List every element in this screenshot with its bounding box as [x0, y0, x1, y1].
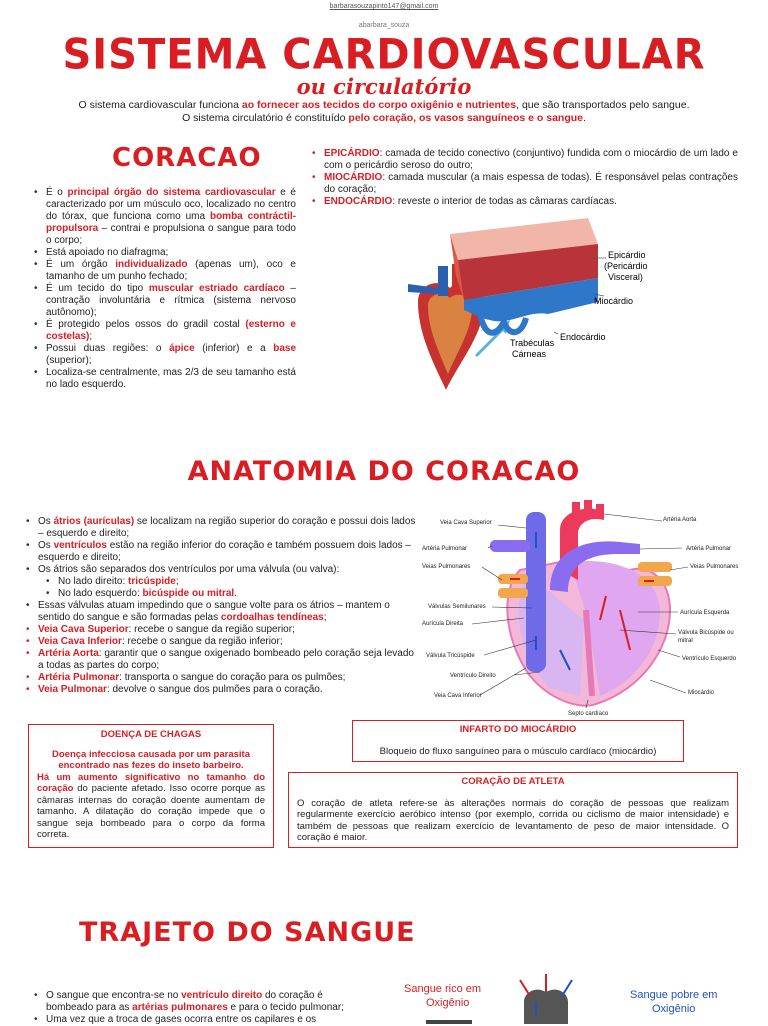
- list-item: • MIOCÁRDIO: camada muscular (a mais espessa de todas). É responsável pelas contrações do coração;: [310, 172, 738, 196]
- list-item: • O sangue que encontra-se no ventrículo direito do coração é bombeado para as artérias pulmonares e para o tecido pulmonar;: [32, 990, 364, 1014]
- label-veias-pulmonares-left: Veias Pulmonares: [422, 564, 471, 570]
- label-sangue-pobre-2: Oxigênio: [652, 1003, 696, 1015]
- label-veia-cava-superior: Veia Cava Superior: [440, 520, 492, 526]
- label-septo: Septo cardíaco: [568, 711, 609, 717]
- list-item: • É um órgão individualizado (apenas um), oco e tamanho de um punho fechado;: [32, 259, 296, 283]
- label-endocardio: Endocárdio: [560, 332, 606, 342]
- label-epicardio: Epicárdio: [608, 250, 646, 260]
- label-sangue-rico-2: Oxigênio: [426, 997, 470, 1009]
- atleta-title: CORAÇÃO DE ATLETA: [461, 776, 565, 787]
- list-item: • Artéria Aorta: garantir que o sangue oxigenado bombeado pelo coração seja levado a todas as partes do corpo;: [24, 648, 416, 672]
- atleta-box: [288, 772, 738, 848]
- list-item: • Os átrios (aurículas) se localizam na região superior do coração e possui dois lados – esquerdo e direito;: [24, 516, 416, 540]
- label-veias-pulmonares-right: Veias Pulmonares: [690, 564, 739, 570]
- list-item: • Possui duas regiões: o ápice (inferior) e a base (superior);: [32, 343, 296, 367]
- list-item: • É o principal órgão do sistema cardiovascular e é caracterizado por um músculo oco, localizado no centro do tórax, que funciona como uma bomba contráctil-propulsora – contrai e propulsiona o sangue para todo o corpo;: [32, 187, 296, 247]
- list-item: • Localiza-se centralmente, mas 2/3 de seu tamanho está no lado esquerdo.: [32, 367, 296, 391]
- chagas-title: DOENÇA DE CHAGAS: [100, 729, 202, 740]
- heart-wall-figure: [398, 214, 670, 402]
- author-username: abarbara_souza: [358, 22, 410, 29]
- page-title: SISTEMA CARDIOVASCULAR: [62, 30, 706, 80]
- author-email[interactable]: barbarasouzapinto147@gmail.com: [329, 3, 439, 10]
- list-item: • Está apoiado no diafragma;: [32, 247, 296, 259]
- list-item: • Veia Pulmonar: devolve o sangue dos pulmões para o coração.: [24, 684, 416, 696]
- heart-flow-icon: [520, 974, 572, 1024]
- label-miocardio: Miocárdio: [688, 690, 715, 696]
- intro-paragraph: O sistema cardiovascular funciona ao fornecer aos tecidos do corpo oxigênio e nutrientes, que são transportados pelo sangue. O sistema circulatório é constituído pelo coração, os vasos sanguíneos e o sangue.: [78, 99, 690, 124]
- label-sangue-pobre-1: Sangue pobre em: [630, 989, 718, 1001]
- label-epicardio-3: Visceral): [608, 272, 643, 282]
- list-item: • ENDOCÁRDIO: reveste o interior de todas as câmaras cardíacas.: [310, 196, 738, 208]
- label-carneas: Cárneas: [512, 349, 547, 359]
- heart-anatomy-diagram: [420, 500, 750, 718]
- label-ventriculo-esquerdo: Ventrículo Esquerdo: [682, 656, 737, 662]
- list-item: • Veia Cava Inferior: recebe o sangue da região inferior;: [24, 636, 416, 648]
- infarto-text: Bloqueio do fluxo sanguíneo para o músculo cardíaco (miocárdio): [379, 745, 657, 757]
- label-arteria-pulmonar-right: Artéria Pulmonar: [686, 546, 732, 552]
- list-item: • É protegido pelos ossos do gradil costal (esterno e costelas);: [32, 319, 296, 343]
- infarto-title: INFARTO DO MIOCÁRDIO: [459, 724, 577, 735]
- section-heading-coracao: CORACAO: [112, 143, 262, 173]
- trajeto-list: [32, 990, 364, 1026]
- label-valvula-tricuspide: Válvula Tricúspide: [426, 653, 475, 659]
- list-item: • Essas válvulas atuam impedindo que o sangue volte para os átrios – mantem o sentido do sangue e são formadas pelas cordoalhas tendíneas;: [24, 600, 416, 624]
- list-item: • É um tecido do tipo muscular estriado cardíaco – contração involuntária e rítmica (sistema nervoso autônomo);: [32, 283, 296, 319]
- label-sangue-rico-1: Sangue rico em: [404, 983, 482, 995]
- list-item: • Os átrios são separados dos ventrículos por uma válvula (ou valva):: [24, 564, 416, 576]
- section-heading-anatomia: ANATOMIA DO CORACAO: [187, 456, 581, 487]
- label-epicardio-2: (Pericárdio: [604, 261, 648, 271]
- label-arteria-aorta: Artéria Aorta: [663, 517, 697, 523]
- blood-flow-figure: [396, 972, 744, 1024]
- label-miocardio: Miocárdio: [594, 296, 634, 306]
- label-trabeculas: Trabéculas: [510, 338, 555, 348]
- infarto-box: [352, 720, 684, 762]
- chagas-description: Há um aumento significativo no tamanho do coração do paciente afetado. Isso ocorre porque as câmaras internas do coração doente aumentam de tamanho. A dilatação do coração impede que o sangue seja bombeado para o corpo da forma correta.: [37, 771, 265, 840]
- anatomia-list: [24, 516, 416, 696]
- list-item: • No lado esquerdo: bicúspide ou mitral.: [24, 588, 416, 600]
- coracao-list: [32, 187, 296, 391]
- section-heading-trajeto: TRAJETO DO SANGUE: [79, 917, 416, 948]
- chagas-box: [28, 724, 274, 848]
- page-subtitle: ou circulatório: [296, 74, 472, 99]
- label-ventriculo-direito: Ventrículo Direito: [450, 673, 496, 679]
- list-item: • Uma vez que a troca de gases ocorra entre os capilares e os: [32, 1014, 364, 1026]
- atleta-text: O coração de atleta refere-se às alterações normais do coração de pessoas que realizam regularmente exercício aeróbico intenso (por exemplo, corrida ou ciclismo de maior intensidade) e também de pessoas que realizam exercício de levantamento de peso de maior intensidade. O coração é maior.: [297, 797, 729, 843]
- label-valvulas-semilunares: Válvulas Semilunares: [428, 604, 486, 610]
- label-arteria-pulmonar-left: Artéria Pulmonar: [422, 546, 468, 552]
- label-veia-cava-inferior: Veia Cava Inferior: [434, 693, 482, 699]
- list-item: • EPICÁRDIO: camada de tecido conectivo (conjuntivo) fundida com o miocárdio de um lado e com o pericárdio seroso do outro;: [310, 148, 738, 172]
- chagas-definition: Doença infecciosa causada por um parasita encontrado nas fezes do inseto barbeiro.: [52, 748, 250, 771]
- label-auricula-esquerda: Aurícula Esquerda: [680, 610, 730, 616]
- list-item: • Veia Cava Superior: recebe o sangue da região superior;: [24, 624, 416, 636]
- list-item: • No lado direito: tricúspide;: [24, 576, 416, 588]
- heart-layers-list: [310, 148, 738, 208]
- label-valvula-bicuspide: Válvula Bicúspide ou: [678, 630, 734, 636]
- list-item: • Os ventrículos estão na região inferior do coração e também possuem dois lados – esquerdo e direito;: [24, 540, 416, 564]
- label-auricula-direita: Aurícula Direita: [422, 621, 464, 627]
- label-mitral: mitral: [678, 638, 693, 644]
- list-item: • Artéria Pulmonar: transporta o sangue do coração para os pulmões;: [24, 672, 416, 684]
